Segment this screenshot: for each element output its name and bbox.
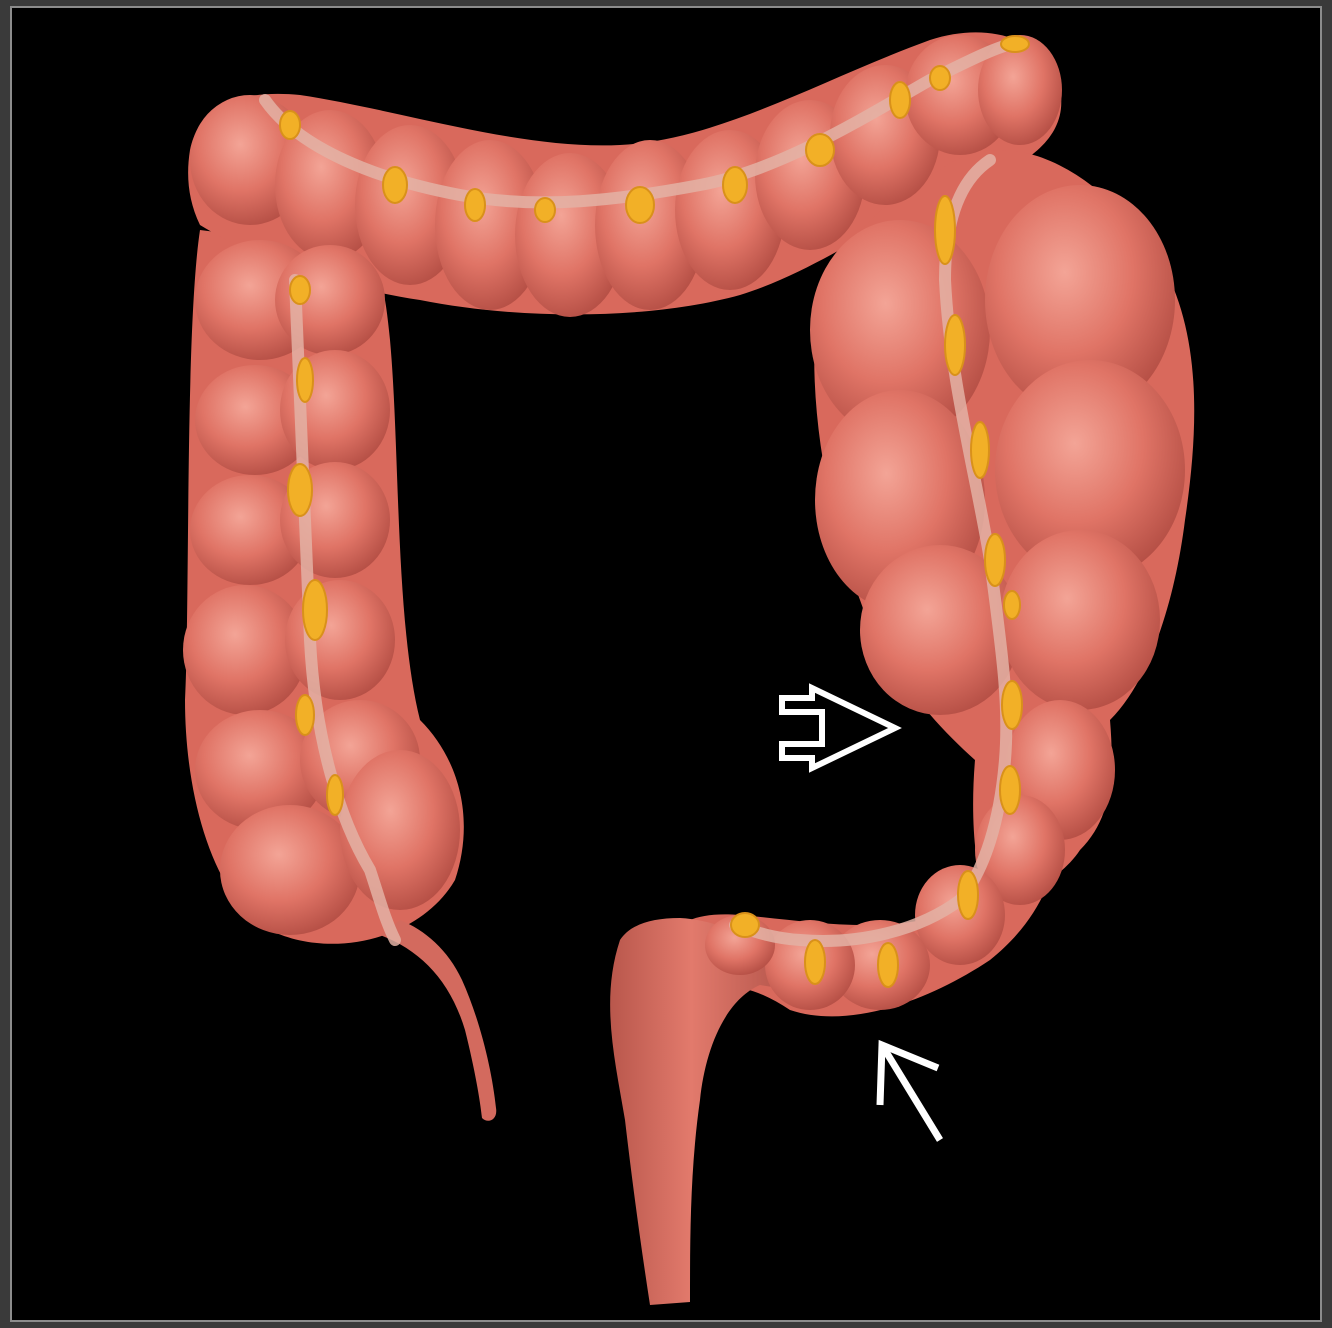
line-arrow-up-left-icon [880, 1045, 940, 1140]
rectum [610, 918, 790, 1305]
open-arrow-right-icon [782, 688, 895, 768]
appendix [380, 920, 496, 1121]
